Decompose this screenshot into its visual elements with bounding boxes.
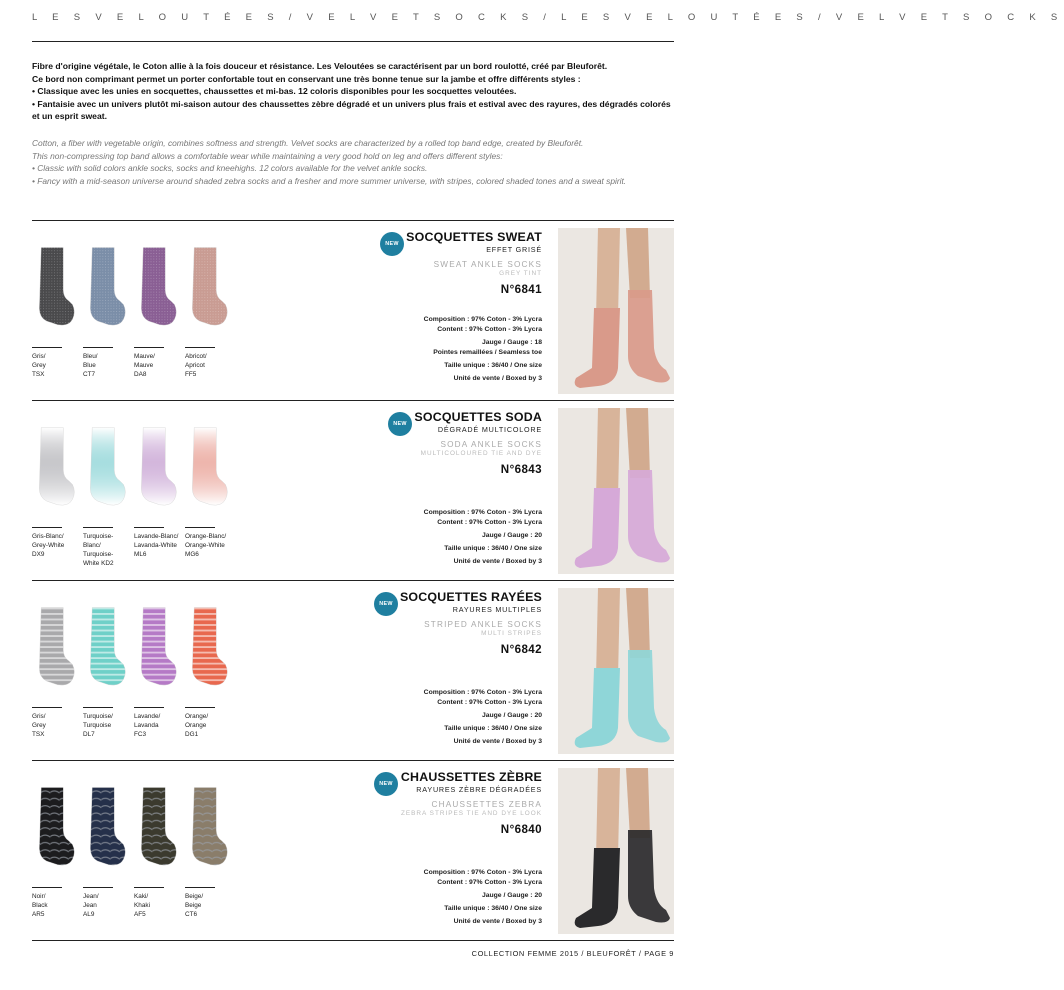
swatch-item xyxy=(83,778,129,919)
product-photo xyxy=(558,768,674,934)
section-divider xyxy=(32,760,674,761)
swatch-item xyxy=(83,238,129,379)
swatch-divider xyxy=(185,347,215,348)
sock-icon xyxy=(32,598,78,698)
swatch-label: Noir/ Black AR5 xyxy=(32,893,48,918)
swatch-item xyxy=(32,238,78,379)
swatch-item xyxy=(134,598,180,739)
swatch-divider xyxy=(185,887,215,888)
product-en-title: CHAUSSETTES ZEBRA xyxy=(431,800,542,809)
intro-fr-line: • Classique avec les unies en socquettes, chaussettes et mi-bas. 12 coloris disponibles pour les socquettes veloutées. xyxy=(32,86,517,97)
product-section xyxy=(32,760,674,940)
spec-composition: Composition : 97% Coton - 3% Lycra xyxy=(423,509,542,516)
sock-icon xyxy=(185,778,231,878)
swatch-label: Abricot/ Apricot FF5 xyxy=(185,353,207,378)
intro-french xyxy=(32,60,674,123)
product-section xyxy=(32,400,674,580)
spec-composition: Composition : 97% Coton - 3% Lycra xyxy=(423,869,542,876)
spec-composition: Composition : 97% Coton - 3% Lycra xyxy=(423,316,542,323)
spec-content: Content : 97% Cotton - 3% Lycra xyxy=(437,326,542,333)
swatch-divider xyxy=(83,887,113,888)
page-header xyxy=(32,12,1064,42)
product-title: CHAUSSETTES ZÈBRE xyxy=(400,770,542,784)
swatch-label: Lavande/ Lavanda FC3 xyxy=(134,713,161,738)
spec-size: Taille unique : 36/40 / One size xyxy=(444,362,542,369)
swatch-divider xyxy=(32,527,62,528)
swatch-item xyxy=(185,238,231,379)
spec-extra: Pointes remaillées / Seamless toe xyxy=(433,349,542,356)
section-divider xyxy=(32,400,674,401)
swatch-label: Mauve/ Mauve DA8 xyxy=(134,353,155,378)
footer-text: COLLECTION FEMME 2015 / BLEUFORÊT / PAGE 9 xyxy=(471,949,674,958)
new-badge: NEW xyxy=(374,592,398,616)
swatch-label: Orange/ Orange DG1 xyxy=(185,713,209,738)
spec-gauge: Jauge / Gauge : 20 xyxy=(481,532,542,539)
swatch-divider xyxy=(185,707,215,708)
product-reference: N°6840 xyxy=(500,823,542,836)
swatch-divider xyxy=(134,527,164,528)
intro-en-line: • Fancy with a mid-season universe around shaded zebra socks and a fresher and more summer universe, with stripes, colored shaded tones and a sweat spirit. xyxy=(32,175,627,186)
product-info xyxy=(342,770,542,836)
swatch-item xyxy=(185,778,231,919)
product-photo xyxy=(558,408,674,574)
swatch-divider xyxy=(134,707,164,708)
swatch-divider xyxy=(83,347,113,348)
product-en-title: STRIPED ANKLE SOCKS xyxy=(424,620,542,629)
intro-fr-line: Fibre d'origine végétale, le Coton allie à la fois douceur et résistance. Les Veloutées se caractérisent par un bord roulotté, créé par Bleuforêt. xyxy=(32,61,608,71)
swatch-item xyxy=(134,778,180,919)
product-section xyxy=(32,220,674,400)
intro-english xyxy=(32,137,674,187)
sock-icon xyxy=(185,418,231,518)
sock-icon xyxy=(32,418,78,518)
product-photo xyxy=(558,588,674,754)
swatch-label: Turquoise- Blanc/ Turquoise- White KD2 xyxy=(83,533,114,567)
spec-content: Content : 97% Cotton - 3% Lycra xyxy=(437,519,542,526)
product-info xyxy=(342,590,542,656)
color-swatches xyxy=(32,778,262,938)
model-legs-image xyxy=(558,408,674,574)
section-divider xyxy=(32,580,674,581)
swatch-divider xyxy=(134,887,164,888)
spec-unit: Unité de vente / Boxed by 3 xyxy=(453,738,542,745)
sock-icon xyxy=(134,418,180,518)
color-swatches xyxy=(32,418,262,578)
product-en-title: SWEAT ANKLE SOCKS xyxy=(433,260,542,269)
sock-icon xyxy=(185,598,231,698)
sock-icon xyxy=(32,778,78,878)
swatch-item xyxy=(134,418,180,559)
swatch-label: Turquoise/ Turquoise DL7 xyxy=(83,713,113,738)
spec-unit: Unité de vente / Boxed by 3 xyxy=(453,918,542,925)
product-info xyxy=(342,410,542,476)
product-subtitle: RAYURES MULTIPLES xyxy=(452,605,542,614)
swatch-item xyxy=(32,778,78,919)
swatch-divider xyxy=(83,707,113,708)
intro-en-line: Cotton, a fiber with vegetable origin, combines softness and strength. Velvet socks are characterized by a rolled top band edge, created by Bleuforêt. xyxy=(32,138,584,148)
product-en-subtitle: MULTI STRIPES xyxy=(481,630,542,637)
product-en-subtitle: GREY TINT xyxy=(499,270,542,277)
product-title: SOCQUETTES RAYÉES xyxy=(399,590,542,604)
new-badge: NEW xyxy=(380,232,404,256)
product-en-title: SODA ANKLE SOCKS xyxy=(440,440,542,449)
sock-icon xyxy=(134,238,180,338)
product-info xyxy=(342,230,542,296)
product-title: SOCQUETTES SWEAT xyxy=(406,230,542,244)
product-section xyxy=(32,580,674,760)
spec-unit: Unité de vente / Boxed by 3 xyxy=(453,558,542,565)
swatch-item xyxy=(32,598,78,739)
swatch-item xyxy=(83,418,129,568)
product-en-subtitle: ZEBRA STRIPES TIE AND DYE LOOK xyxy=(400,810,542,817)
swatch-item xyxy=(185,598,231,739)
swatch-label: Orange-Blanc/ Orange-White MG6 xyxy=(185,533,227,558)
new-badge: NEW xyxy=(388,412,412,436)
spec-gauge: Jauge / Gauge : 18 xyxy=(481,339,542,346)
product-subtitle: EFFET GRISÉ xyxy=(486,245,542,254)
intro-fr-line: • Fantaisie avec un univers plutôt mi-saison autour des chaussettes zèbre dégradé et un univers plus frais et estival avec des rayures, des dégradés colorés et un esprit sweat. xyxy=(32,98,671,122)
swatch-item xyxy=(185,418,231,559)
sock-icon xyxy=(185,238,231,338)
color-swatches xyxy=(32,238,262,398)
spec-size: Taille unique : 36/40 / One size xyxy=(444,725,542,732)
spec-content: Content : 97% Cotton - 3% Lycra xyxy=(437,879,542,886)
swatch-divider xyxy=(185,527,215,528)
product-reference: N°6842 xyxy=(500,643,542,656)
header-tagline: L E S V E L O U T É E S / V E L V E T S O C K S / L E S V E L O U T É E S / V E L V E T S O C K S xyxy=(32,12,1064,23)
product-specs xyxy=(322,688,542,747)
intro-fr-line: Ce bord non comprimant permet un porter confortable tout en conservant une très bonne tenue sur la jambe et offre différents styles : xyxy=(32,73,581,84)
sock-icon xyxy=(83,598,129,698)
swatch-divider xyxy=(32,347,62,348)
new-badge: NEW xyxy=(374,772,398,796)
section-divider xyxy=(32,220,674,221)
spec-size: Taille unique : 36/40 / One size xyxy=(444,545,542,552)
sock-icon xyxy=(83,238,129,338)
swatch-item xyxy=(32,418,78,559)
product-title: SOCQUETTES SODA xyxy=(414,410,542,424)
swatch-label: Lavande-Blanc/ Lavanda-White ML6 xyxy=(134,533,179,558)
spec-composition: Composition : 97% Coton - 3% Lycra xyxy=(423,689,542,696)
spec-gauge: Jauge / Gauge : 20 xyxy=(481,892,542,899)
color-swatches xyxy=(32,598,262,758)
sock-icon xyxy=(32,238,78,338)
product-subtitle: DÉGRADÉ MULTICOLORE xyxy=(437,425,542,434)
footer-rule xyxy=(32,940,674,941)
product-photo xyxy=(558,228,674,394)
intro-en-line: This non-compressing top band allows a comfortable wear while maintaining a very good hold on leg and offers different styles: xyxy=(32,150,503,161)
swatch-divider xyxy=(134,347,164,348)
swatch-label: Gris-Blanc/ Grey-White DX9 xyxy=(32,533,65,558)
spec-unit: Unité de vente / Boxed by 3 xyxy=(453,375,542,382)
sock-icon xyxy=(134,778,180,878)
swatch-label: Beige/ Beige CT6 xyxy=(185,893,204,918)
swatch-label: Kaki/ Khaki AF5 xyxy=(134,893,150,918)
product-en-subtitle: MULTICOLOURED TIE AND DYE xyxy=(420,450,542,457)
sock-icon xyxy=(83,418,129,518)
swatch-divider xyxy=(32,887,62,888)
model-legs-image xyxy=(558,768,674,934)
swatch-label: Gris/ Grey TSX xyxy=(32,713,46,738)
product-specs xyxy=(322,315,542,384)
product-specs xyxy=(322,508,542,567)
intro-en-line: • Classic with solid colors ankle socks, socks and kneehighs. 12 colors available for the velvet ankle socks. xyxy=(32,163,428,174)
product-subtitle: RAYURES ZÈBRE DÉGRADÉES xyxy=(416,785,542,794)
spec-content: Content : 97% Cotton - 3% Lycra xyxy=(437,699,542,706)
sock-icon xyxy=(83,778,129,878)
product-reference: N°6843 xyxy=(500,463,542,476)
sock-icon xyxy=(134,598,180,698)
product-reference: N°6841 xyxy=(500,283,542,296)
product-specs xyxy=(322,868,542,927)
spec-size: Taille unique : 36/40 / One size xyxy=(444,905,542,912)
swatch-item xyxy=(134,238,180,379)
swatch-item xyxy=(83,598,129,739)
swatch-label: Gris/ Grey TSX xyxy=(32,353,46,378)
swatch-divider xyxy=(83,527,113,528)
swatch-divider xyxy=(32,707,62,708)
model-legs-image xyxy=(558,228,674,394)
swatch-label: Jean/ Jean AL9 xyxy=(83,893,99,918)
swatch-label: Bleu/ Blue CT7 xyxy=(83,353,98,378)
model-legs-image xyxy=(558,588,674,754)
spec-gauge: Jauge / Gauge : 20 xyxy=(481,712,542,719)
